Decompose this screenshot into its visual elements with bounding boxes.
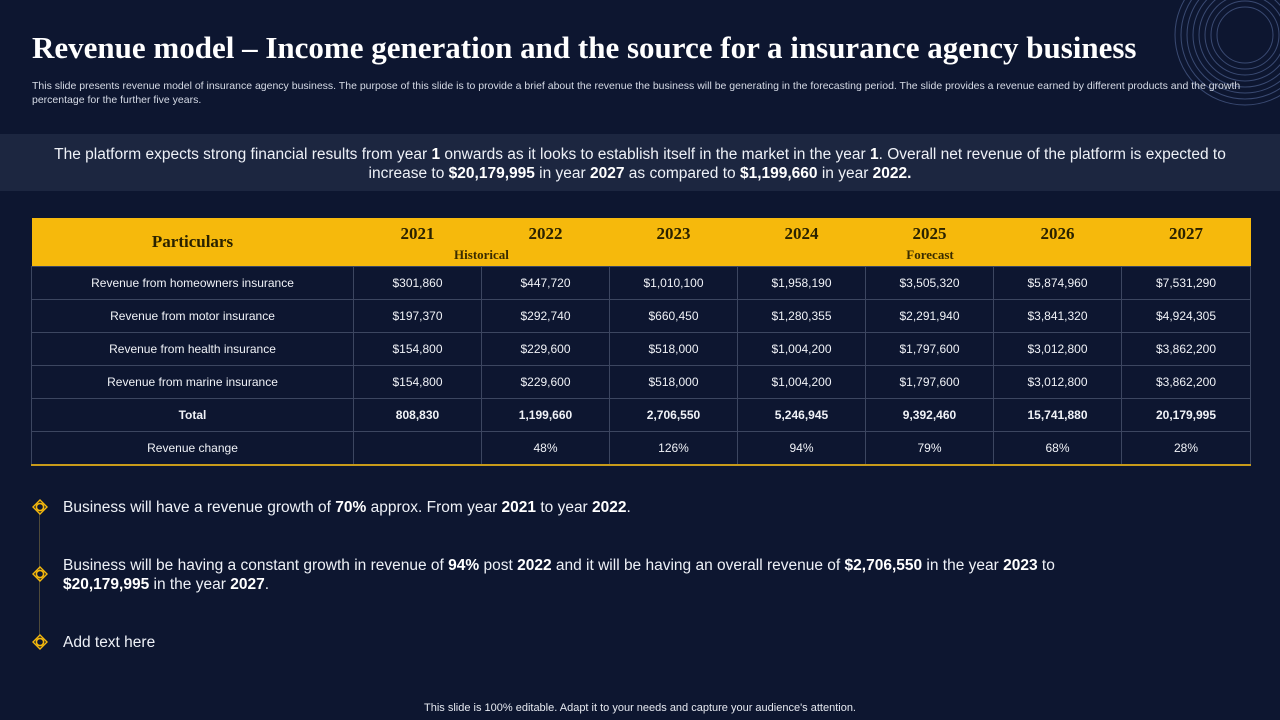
table-cell: 2,706,550 [610,399,738,432]
footer-note: This slide is 100% editable. Adapt it to your needs and capture your audience's attention. [424,702,856,714]
bullet-text-placeholder[interactable]: Add text here [63,634,156,651]
row-label: Revenue change [32,432,354,466]
table-cell: 94% [738,432,866,466]
table-cell: $154,800 [354,366,482,399]
table-cell: 20,179,995 [1122,399,1251,432]
year-header: 2027 [1122,218,1251,244]
year-header: 2022 [482,218,610,244]
forecast-group-label: Forecast [610,244,1251,267]
table-cell: 79% [866,432,994,466]
table-cell: $3,841,320 [994,300,1122,333]
table-cell: $3,012,800 [994,366,1122,399]
table-row [32,300,1251,333]
table-cell: $4,924,305 [1122,300,1251,333]
year-header: 2026 [994,218,1122,244]
diamond-circle-icon [32,634,48,650]
table-cell: $197,370 [354,300,482,333]
revenue-table [31,218,1251,466]
table-cell: $1,280,355 [738,300,866,333]
row-label: Revenue from marine insurance [32,366,354,399]
table-cell: $3,505,320 [866,267,994,300]
row-label: Revenue from health insurance [32,333,354,366]
table-cell: 126% [610,432,738,466]
diamond-circle-icon [32,566,48,582]
table-cell: $1,010,100 [610,267,738,300]
table-cell: $5,874,960 [994,267,1122,300]
table-cell: $1,004,200 [738,333,866,366]
diamond-circle-icon [32,499,48,515]
highlight-text: The platform expects strong financial results from year 1 onwards as it looks to establish itself in the market in the year 1. Overall net revenue of the platform is expected to increase to $20,179,995 in year 2027 as compared to $1,199,660 in year 2022. [54,146,1226,182]
table-cell: $3,862,200 [1122,333,1251,366]
table-cell [354,432,482,466]
table-cell: $660,450 [610,300,738,333]
table-cell: 48% [482,432,610,466]
particulars-header: Particulars [32,218,354,267]
table-cell: $1,797,600 [866,333,994,366]
table-cell: 808,830 [354,399,482,432]
table-cell: $3,862,200 [1122,366,1251,399]
bullet-text: Business will have a revenue growth of 70% approx. From year 2021 to year 2022. [63,499,631,516]
row-label: Revenue from homeowners insurance [32,267,354,300]
table-cell: $301,860 [354,267,482,300]
table-cell: 1,199,660 [482,399,610,432]
table-cell: $3,012,800 [994,333,1122,366]
table-cell: $292,740 [482,300,610,333]
table-cell: 9,392,460 [866,399,994,432]
year-header: 2025 [866,218,994,244]
table-row [32,333,1251,366]
table-cell: $2,291,940 [866,300,994,333]
row-label: Revenue from motor insurance [32,300,354,333]
table-cell: $154,800 [354,333,482,366]
table-cell: $7,531,290 [1122,267,1251,300]
table-cell: $1,797,600 [866,366,994,399]
page-title: Revenue model – Income generation and the source for a insurance agency business [32,30,1137,65]
table-cell: $447,720 [482,267,610,300]
table-row [32,267,1251,300]
table-row-total [32,399,1251,432]
table-cell: 28% [1122,432,1251,466]
year-header: 2023 [610,218,738,244]
table-cell: $518,000 [610,333,738,366]
historical-group-label: Historical [354,244,610,267]
year-header: 2024 [738,218,866,244]
table-cell: $518,000 [610,366,738,399]
table-cell: 68% [994,432,1122,466]
table-cell: 5,246,945 [738,399,866,432]
table-cell: $229,600 [482,333,610,366]
bullet-text: Business will be having a constant growth in revenue of 94% post 2022 and it will be having an overall revenue of $2,706,550 in the year 2023 to $20,179,995 in the year 2027. [63,557,1055,593]
table-cell: $1,004,200 [738,366,866,399]
year-header: 2021 [354,218,482,244]
table-row [32,366,1251,399]
page-subtitle: This slide presents revenue model of insurance agency business. The purpose of this slide is to provide a brief about the revenue the business will be generating in the forecasting period. The slide provides a revenue earned by different products and the growth percentage for the further five years. [32,80,1241,106]
table-cell: $1,958,190 [738,267,866,300]
table-cell: $229,600 [482,366,610,399]
table-row-revenue-change [32,432,1251,466]
row-label: Total [32,399,354,432]
table-cell: 15,741,880 [994,399,1122,432]
